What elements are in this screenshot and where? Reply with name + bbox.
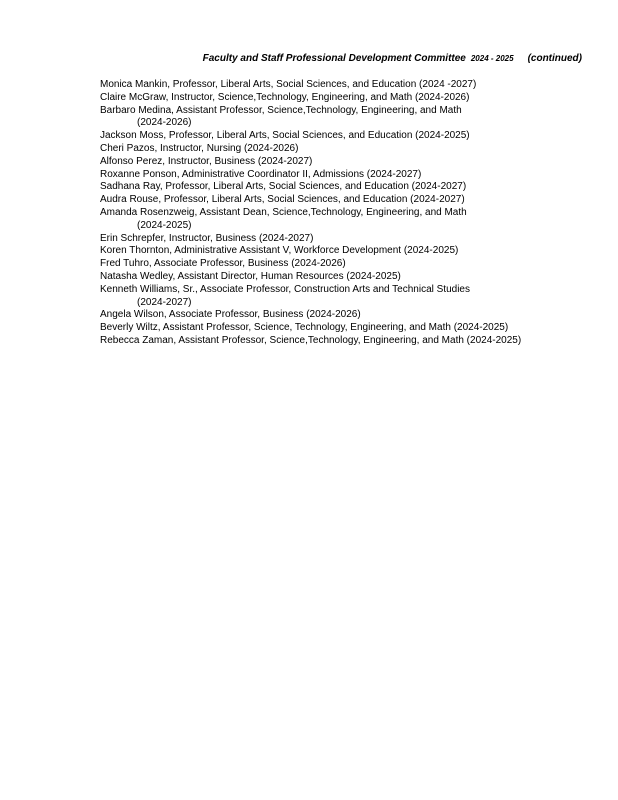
member-line: Monica Mankin, Professor, Liberal Arts, Social Sciences, and Education (2024 -2027) [100,79,477,90]
member-entry [100,322,600,335]
member-line: Koren Thornton, Administrative Assistant V, Workforce Development (2024-2025) [100,245,459,257]
continued-label: (continued) [527,53,582,64]
page-header [0,52,582,66]
member-line: Audra Rouse, Professor, Liberal Arts, Social Sciences, and Education (2024-2027) [100,194,465,206]
member-line: Angela Wilson, Associate Professor, Business (2024-2026) [100,309,361,321]
member-entry [100,284,600,310]
member-entry [100,105,600,131]
member-entry [100,143,600,156]
committee-title: Faculty and Staff Professional Development Committee [202,53,466,64]
member-line: Roxanne Ponson, Administrative Coordinator II, Admissions (2024-2027) [100,168,422,180]
member-term-wrap: (2024-2027) [137,296,192,308]
member-line: Fred Tuhro, Associate Professor, Business (2024-2026) [100,258,346,270]
member-term-wrap: (2024-2026) [137,117,192,129]
member-entry [100,271,600,284]
committee-years: 2024 - 2025 [470,54,514,63]
member-line: Erin Schrepfer, Instructor, Business (2024-2027) [100,232,314,244]
member-entry [100,335,600,348]
member-entry [100,181,600,194]
member-line: Cheri Pazos, Instructor, Nursing (2024-2026) [100,142,299,154]
member-entry [100,233,600,246]
member-entry [100,79,600,92]
member-line: Beverly Wiltz, Assistant Professor, Science, Technology, Engineering, and Math (2024-2025) [100,322,509,334]
member-entry [100,207,600,233]
member-line: Kenneth Williams, Sr., Associate Professor, Construction Arts and Technical Studies [100,283,470,295]
member-line: Sadhana Ray, Professor, Liberal Arts, Social Sciences, and Education (2024-2027) [100,181,467,193]
member-line: Rebecca Zaman, Assistant Professor, Science,Technology, Engineering, and Math (2024-2025) [100,334,522,346]
member-line: Claire McGraw, Instructor, Science,Technology, Engineering, and Math (2024-2026) [100,91,470,103]
member-term-wrap: (2024-2025) [137,219,192,231]
member-entry [100,156,600,169]
member-entry [100,169,600,182]
member-entry [100,130,600,143]
member-entry [100,258,600,271]
member-line: Alfonso Perez, Instructor, Business (2024-2027) [100,155,313,167]
member-line: Natasha Wedley, Assistant Director, Human Resources (2024-2025) [100,270,401,282]
member-entry [100,92,600,105]
member-entry [100,309,600,322]
member-entry [100,245,600,258]
member-line: Amanda Rosenzweig, Assistant Dean, Science,Technology, Engineering, and Math [100,206,467,218]
member-entry [100,194,600,207]
member-line: Jackson Moss, Professor, Liberal Arts, Social Sciences, and Education (2024-2025) [100,130,470,142]
member-line: Barbaro Medina, Assistant Professor, Science,Technology, Engineering, and Math [100,104,462,116]
member-list [100,79,600,348]
